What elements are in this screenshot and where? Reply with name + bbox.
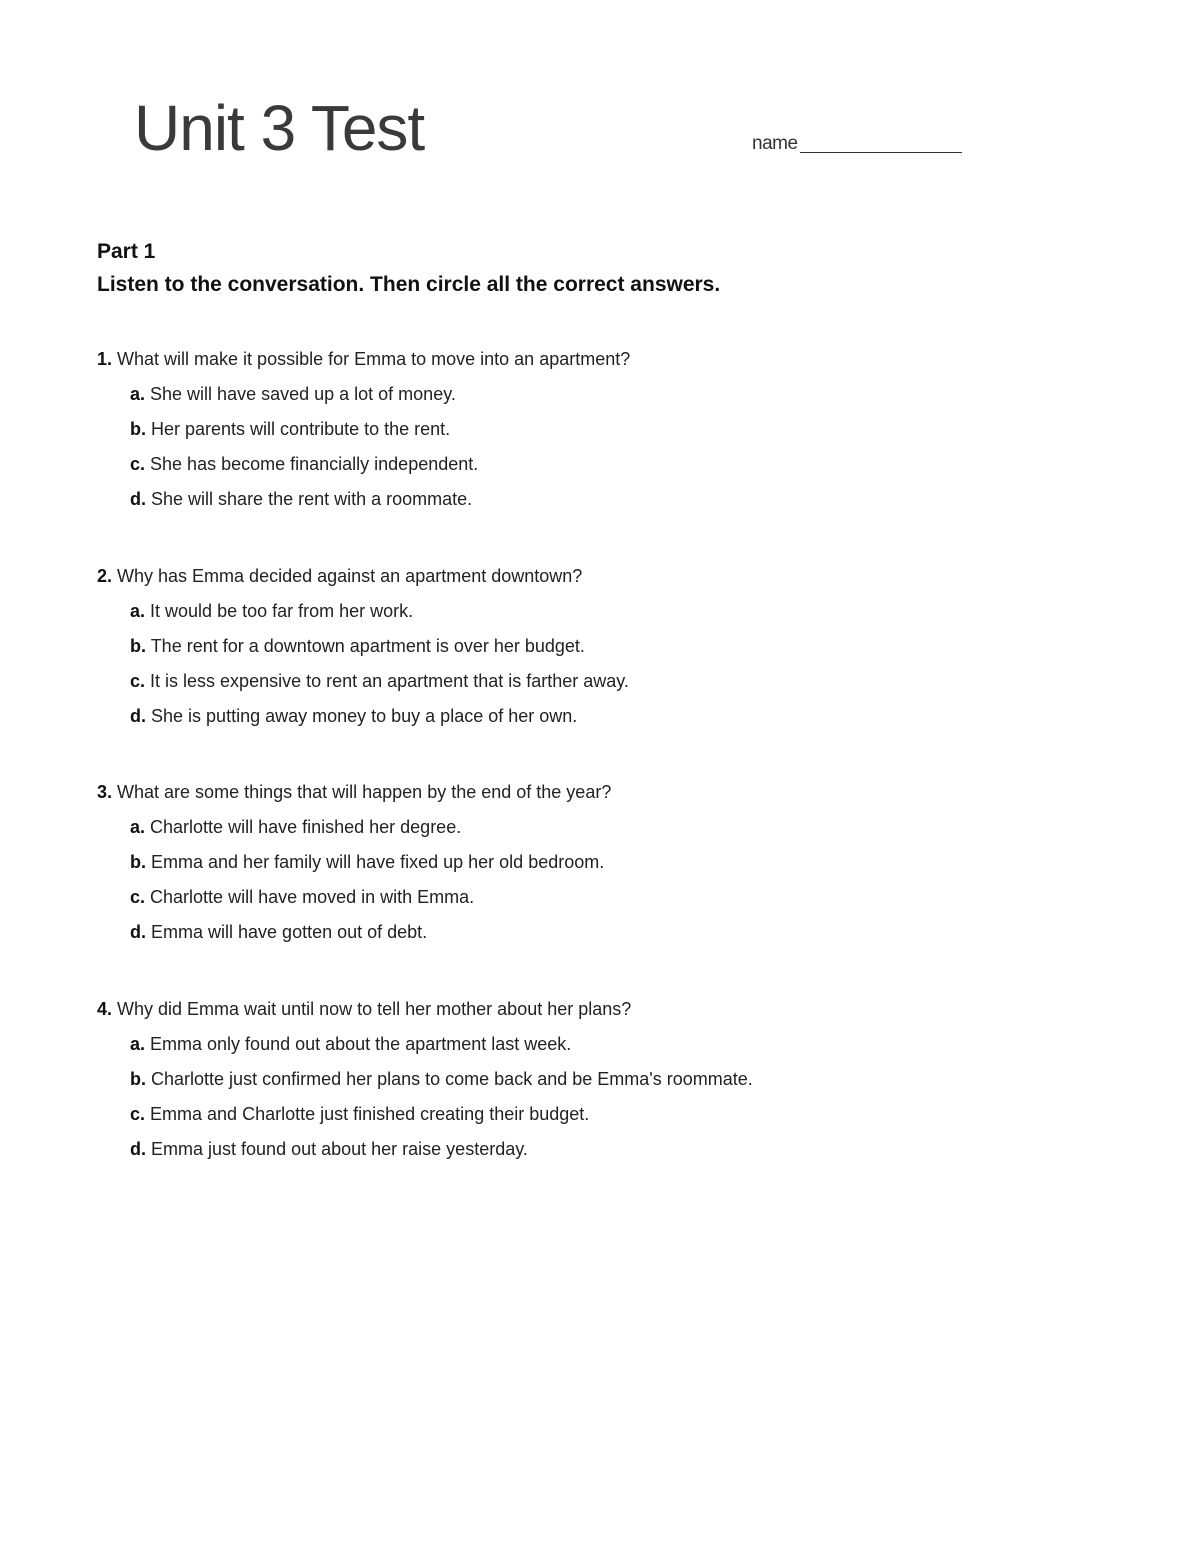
option-letter: a.	[130, 817, 146, 837]
option-text: Emma and her family will have fixed up her old bedroom.	[151, 852, 605, 872]
answer-option-b[interactable]	[130, 634, 1097, 658]
option-letter: a.	[130, 601, 146, 621]
answer-option-b[interactable]	[130, 417, 1097, 441]
option-text: Emma only found out about the apartment last week.	[150, 1034, 572, 1054]
option-text: Charlotte will have finished her degree.	[150, 817, 462, 837]
page-title: Unit 3 Test	[134, 92, 425, 164]
option-text: Charlotte just confirmed her plans to come back and be Emma's roommate.	[151, 1069, 753, 1089]
question-3	[97, 780, 1097, 944]
answer-option-a[interactable]	[130, 599, 1097, 623]
option-letter: d.	[130, 1139, 146, 1159]
question-stem	[97, 347, 1097, 371]
answer-options	[97, 599, 1097, 728]
question-text: Why did Emma wait until now to tell her mother about her plans?	[117, 999, 632, 1019]
answer-option-b[interactable]	[130, 1067, 1097, 1091]
question-text: Why has Emma decided against an apartment downtown?	[117, 566, 583, 586]
answer-options	[97, 1032, 1097, 1161]
answer-options	[97, 382, 1097, 511]
option-text: Charlotte will have moved in with Emma.	[150, 887, 475, 907]
question-number: 4.	[97, 999, 113, 1019]
question-text: What are some things that will happen by the end of the year?	[117, 782, 612, 802]
question-number: 1.	[97, 349, 113, 369]
answer-option-c[interactable]	[130, 1102, 1097, 1126]
option-letter: a.	[130, 384, 146, 404]
option-letter: c.	[130, 1104, 146, 1124]
option-text: She will have saved up a lot of money.	[150, 384, 456, 404]
option-letter: b.	[130, 852, 146, 872]
option-letter: b.	[130, 636, 146, 656]
option-letter: a.	[130, 1034, 146, 1054]
option-letter: d.	[130, 706, 146, 726]
option-letter: c.	[130, 454, 146, 474]
option-text: She has become financially independent.	[150, 454, 479, 474]
question-stem	[97, 997, 1097, 1021]
option-text: The rent for a downtown apartment is over her budget.	[150, 636, 585, 656]
question-number: 2.	[97, 566, 113, 586]
question-text: What will make it possible for Emma to move into an apartment?	[117, 349, 631, 369]
option-letter: d.	[130, 922, 146, 942]
option-letter: d.	[130, 489, 146, 509]
name-field	[752, 132, 962, 156]
option-letter: b.	[130, 1069, 146, 1089]
question-stem	[97, 564, 1097, 588]
option-text: She will share the rent with a roommate.	[151, 489, 473, 509]
answer-option-a[interactable]	[130, 815, 1097, 839]
part-instructions: Listen to the conversation. Then circle all the correct answers.	[97, 273, 721, 296]
option-text: Emma just found out about her raise yesterday.	[151, 1139, 528, 1159]
part-heading: Part 1	[97, 240, 156, 263]
option-letter: c.	[130, 887, 146, 907]
option-letter: c.	[130, 671, 146, 691]
name-label: name	[752, 133, 798, 154]
answer-option-b[interactable]	[130, 850, 1097, 874]
question-1	[97, 347, 1097, 511]
answer-option-c[interactable]	[130, 669, 1097, 693]
answer-option-c[interactable]	[130, 452, 1097, 476]
question-2	[97, 564, 1097, 728]
option-text: It is less expensive to rent an apartment that is farther away.	[150, 671, 629, 691]
answer-option-a[interactable]	[130, 1032, 1097, 1056]
option-text: It would be too far from her work.	[150, 601, 414, 621]
option-letter: b.	[130, 419, 146, 439]
answer-option-d[interactable]	[130, 920, 1097, 944]
question-stem	[97, 780, 1097, 804]
question-number: 3.	[97, 782, 113, 802]
answer-option-c[interactable]	[130, 885, 1097, 909]
answer-option-a[interactable]	[130, 382, 1097, 406]
option-text: She is putting away money to buy a place of her own.	[151, 706, 578, 726]
option-text: Her parents will contribute to the rent.	[151, 419, 451, 439]
answer-option-d[interactable]	[130, 1137, 1097, 1161]
answer-option-d[interactable]	[130, 704, 1097, 728]
option-text: Emma will have gotten out of debt.	[151, 922, 428, 942]
option-text: Emma and Charlotte just finished creating their budget.	[150, 1104, 590, 1124]
answer-option-d[interactable]	[130, 487, 1097, 511]
answer-options	[97, 815, 1097, 944]
question-4	[97, 997, 1097, 1161]
name-blank-line	[800, 132, 962, 153]
